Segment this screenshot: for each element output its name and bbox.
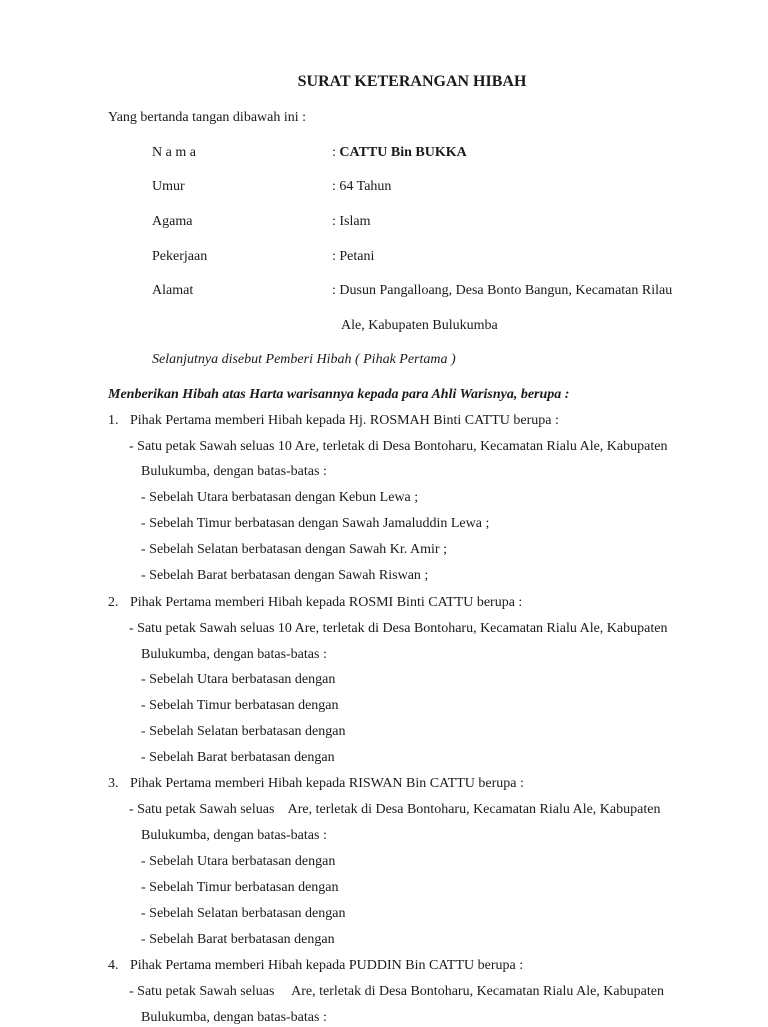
- land-description: - Satu petak Sawah seluas 10 Are, terletak di Desa Bontoharu, Kecamatan Rialu Ale, Kabupaten: [129, 621, 668, 636]
- land-description-cont: Bulukumba, dengan batas-batas :: [141, 1010, 327, 1025]
- age-value: 64 Tahun: [339, 179, 392, 194]
- job-label: Pekerjaan: [152, 249, 208, 264]
- item-text: Pihak Pertama memberi Hibah kepada RISWAN Bin CATTU berupa :: [130, 776, 524, 791]
- colon: :: [332, 283, 336, 298]
- land-description-cont: Bulukumba, dengan batas-batas :: [141, 828, 327, 843]
- age-value-row: [332, 178, 391, 196]
- boundary-south: - Sebelah Selatan berbatasan dengan: [141, 724, 346, 739]
- colon: :: [332, 179, 336, 194]
- address-value-line-2: Ale, Kabupaten Bulukumba: [341, 318, 498, 333]
- land-description: - Satu petak Sawah seluas 10 Are, terletak di Desa Bontoharu, Kecamatan Rialu Ale, Kabupaten: [129, 439, 668, 454]
- job-value: Petani: [339, 249, 375, 264]
- religion-value: Islam: [339, 214, 371, 229]
- intro-text: Yang bertanda tangan dibawah ini :: [108, 110, 307, 125]
- colon: :: [332, 214, 336, 229]
- item-text: Pihak Pertama memberi Hibah kepada ROSMI Binti CATTU berupa :: [130, 595, 523, 610]
- colon: :: [332, 249, 336, 264]
- job-value-row: [332, 248, 374, 266]
- item-number: 4.: [108, 958, 119, 973]
- address-label: Alamat: [152, 283, 194, 298]
- designation-text: Selanjutnya disebut Pemberi Hibah ( Pihak Pertama ): [152, 352, 456, 367]
- age-label: Umur: [152, 179, 185, 194]
- address-value-line-1: Dusun Pangalloang, Desa Bonto Bangun, Kecamatan Rilau: [339, 283, 673, 298]
- boundary-west: - Sebelah Barat berbatasan dengan: [141, 750, 335, 765]
- boundary-south: - Sebelah Selatan berbatasan dengan Sawah Kr. Amir ;: [141, 542, 447, 557]
- boundary-north: - Sebelah Utara berbatasan dengan: [141, 854, 336, 869]
- religion-value-row: [332, 213, 371, 231]
- name-value-row: [332, 144, 467, 162]
- land-description: - Satu petak Sawah seluas Are, terletak di Desa Bontoharu, Kecamatan Rialu Ale, Kabupaten: [129, 984, 664, 999]
- boundary-north: - Sebelah Utara berbatasan dengan Kebun Lewa ;: [141, 490, 419, 505]
- boundary-east: - Sebelah Timur berbatasan dengan: [141, 698, 339, 713]
- religion-label: Agama: [152, 214, 193, 229]
- boundary-east: - Sebelah Timur berbatasan dengan: [141, 880, 339, 895]
- item-number: 3.: [108, 776, 119, 791]
- colon: :: [332, 145, 336, 160]
- boundary-west: - Sebelah Barat berbatasan dengan Sawah Riswan ;: [141, 568, 429, 583]
- name-label: N a m a: [152, 145, 196, 160]
- item-text: Pihak Pertama memberi Hibah kepada PUDDIN Bin CATTU berupa :: [130, 958, 524, 973]
- land-description: - Satu petak Sawah seluas Are, terletak di Desa Bontoharu, Kecamatan Rialu Ale, Kabupaten: [129, 802, 661, 817]
- section-heading: Menberikan Hibah atas Harta warisannya kepada para Ahli Warisnya, berupa :: [108, 387, 570, 402]
- boundary-east: - Sebelah Timur berbatasan dengan Sawah Jamaluddin Lewa ;: [141, 516, 490, 531]
- boundary-north: - Sebelah Utara berbatasan dengan: [141, 672, 336, 687]
- item-number: 2.: [108, 595, 119, 610]
- boundary-west: - Sebelah Barat berbatasan dengan: [141, 932, 335, 947]
- address-value-row: [332, 282, 672, 300]
- land-description-cont: Bulukumba, dengan batas-batas :: [141, 464, 327, 479]
- item-text: Pihak Pertama memberi Hibah kepada Hj. ROSMAH Binti CATTU berupa :: [130, 413, 559, 428]
- name-value: CATTU Bin BUKKA: [339, 145, 467, 160]
- document-title: SURAT KETERANGAN HIBAH: [297, 73, 527, 90]
- boundary-south: - Sebelah Selatan berbatasan dengan: [141, 906, 346, 921]
- land-description-cont: Bulukumba, dengan batas-batas :: [141, 647, 327, 662]
- item-number: 1.: [108, 413, 119, 428]
